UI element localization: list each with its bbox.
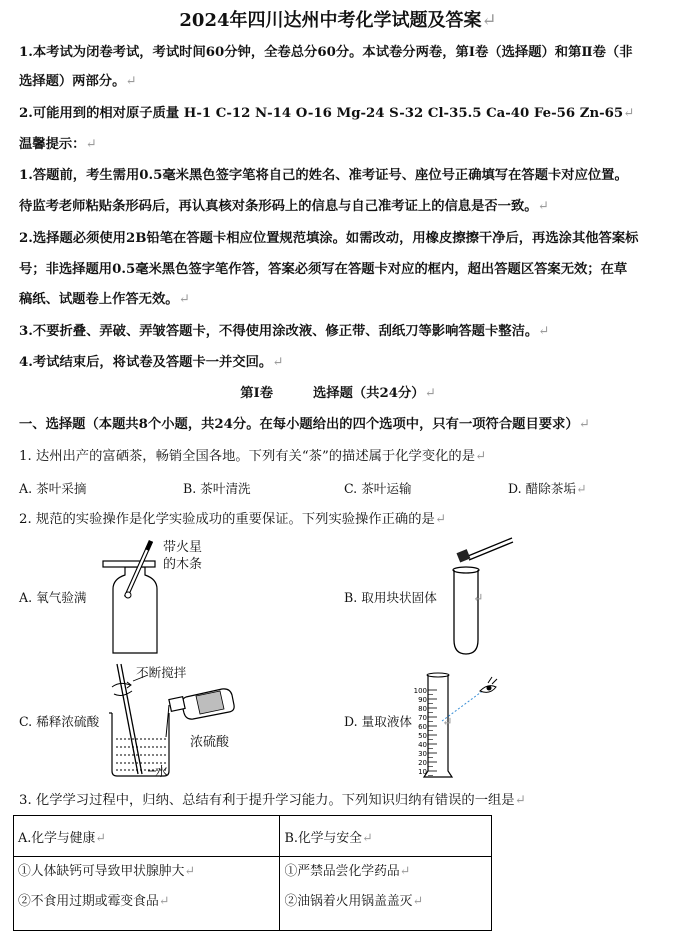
cylinder-tick-label: 30 [418, 750, 427, 758]
cylinder-tick-label: 90 [418, 696, 427, 704]
q2-stem: 2. 规范的实验操作是化学实验成功的重要保证。下列实验操作正确的是↵ [19, 512, 446, 527]
q3-header-b: B.化学与安全↵ [280, 816, 492, 857]
stir-label: 不断搅拌 [136, 665, 187, 680]
cylinder-tick-label: 60 [418, 723, 427, 731]
tip-3-line: 3.不要折叠、弄破、弄皱答题卡，不得使用涂改液、修正带、刮纸刀等影响答题卡整洁。↵ [19, 324, 550, 339]
tip-1-line-1: 1.答题前，考生需用0.5毫米黑色签字笔将自己的姓名、准考证号、座位号正确填写在答题卡对应位置。 [19, 168, 628, 183]
page-title: 2024年四川达州中考化学试题及答案↵ [179, 10, 497, 31]
tip-2-line-3: 稿纸、试题卷上作答无效。↵ [19, 292, 190, 307]
tip-1-line-2: 待监考老师粘贴条形码后，再认真核对条形码上的信息与自己准考证上的信息是否一致。↵ [19, 199, 549, 214]
cylinder-tick-label: 70 [418, 714, 427, 722]
q1-option-a: A. 茶叶采摘 [19, 481, 87, 496]
tip-4-line: 4.考试结束后，将试卷及答题卡一并交回。↵ [19, 355, 284, 370]
section-heading: 第Ⅰ卷 选择题（共24分）↵ [240, 386, 436, 401]
q1-option-c: C. 茶叶运输 [344, 481, 412, 496]
q3-b-item-2: ②油锅着火用锅盖盖灭↵ [284, 894, 424, 909]
q3-a-item-2: ②不食用过期或霉变食品↵ [18, 894, 170, 909]
q2-option-b: B. 取用块状固体 ↵ [344, 590, 484, 605]
cylinder-tick-label: 40 [418, 741, 427, 749]
q1-stem: 1. 达州出产的富硒茶，畅销全国各地。下列有关“茶”的描述属于化学变化的是↵ [19, 449, 487, 464]
q3-cell-a [14, 857, 280, 931]
q2-option-c: C. 稀释浓硫酸 [19, 714, 100, 729]
water-label: 水 [155, 765, 169, 780]
tips-heading: 温馨提示：↵ [19, 137, 97, 152]
q3-header-a: A.化学与健康↵ [14, 816, 280, 857]
cylinder-tick-label: 100 [413, 687, 427, 695]
q3-table [13, 815, 492, 931]
q1-option-b: B. 茶叶清洗 [183, 481, 251, 496]
q3-a-item-1: ①人体缺钙可导致甲状腺肿大↵ [18, 864, 196, 879]
q3-b-item-1: ①严禁品尝化学药品↵ [284, 864, 411, 879]
q3-stem: 3. 化学学习过程中，归纳、总结有利于提升学习能力。下列知识归纳有错误的一组是↵ [19, 793, 526, 808]
q2-option-a: A. 氧气验满 [19, 590, 87, 605]
cylinder-tick-label: 80 [418, 705, 427, 713]
splint-label: 带火星 的木条 [163, 540, 203, 572]
q2-option-d: D. 量取液体 ↵ [344, 714, 453, 729]
tip-2-line-1: 2.选择题必须使用2B铅笔在答题卡相应位置规范填涂。如需改动，用橡皮擦擦干净后，再选涂其他答案标 [19, 231, 639, 246]
part-one-heading: 一、选择题（本题共8个小题，共24分。在每小题给出的四个选项中，只有一项符合题目要求）↵ [19, 417, 590, 432]
q3-cell-b [280, 857, 492, 931]
atomic-mass-line: 2.可能用到的相对原子质量 H-1 C-12 N-14 O-16 Mg-24 S-32 Cl-35.5 Ca-40 Fe-56 Zn-65↵ [19, 106, 635, 121]
acid-label: 浓硫酸 [190, 735, 230, 750]
instruction-line-2: 选择题）两部分。↵ [19, 74, 137, 89]
cylinder-tick-label: 10 [418, 768, 427, 776]
q1-option-d: D. 醋除茶垢↵ [508, 481, 587, 496]
tip-2-line-2: 号；非选择题用0.5毫米黑色签字笔作答，答案必须写在答题卡对应的框内，超出答题区答案无效；在草 [19, 262, 628, 277]
cylinder-tick-label: 20 [418, 759, 427, 767]
cylinder-tick-label: 50 [418, 732, 427, 740]
instruction-line-1: 1.本考试为闭卷考试，考试时间60分钟，全卷总分60分。本试卷分两卷，第Ⅰ卷（选择题）和第Ⅱ卷（非 [19, 45, 633, 60]
